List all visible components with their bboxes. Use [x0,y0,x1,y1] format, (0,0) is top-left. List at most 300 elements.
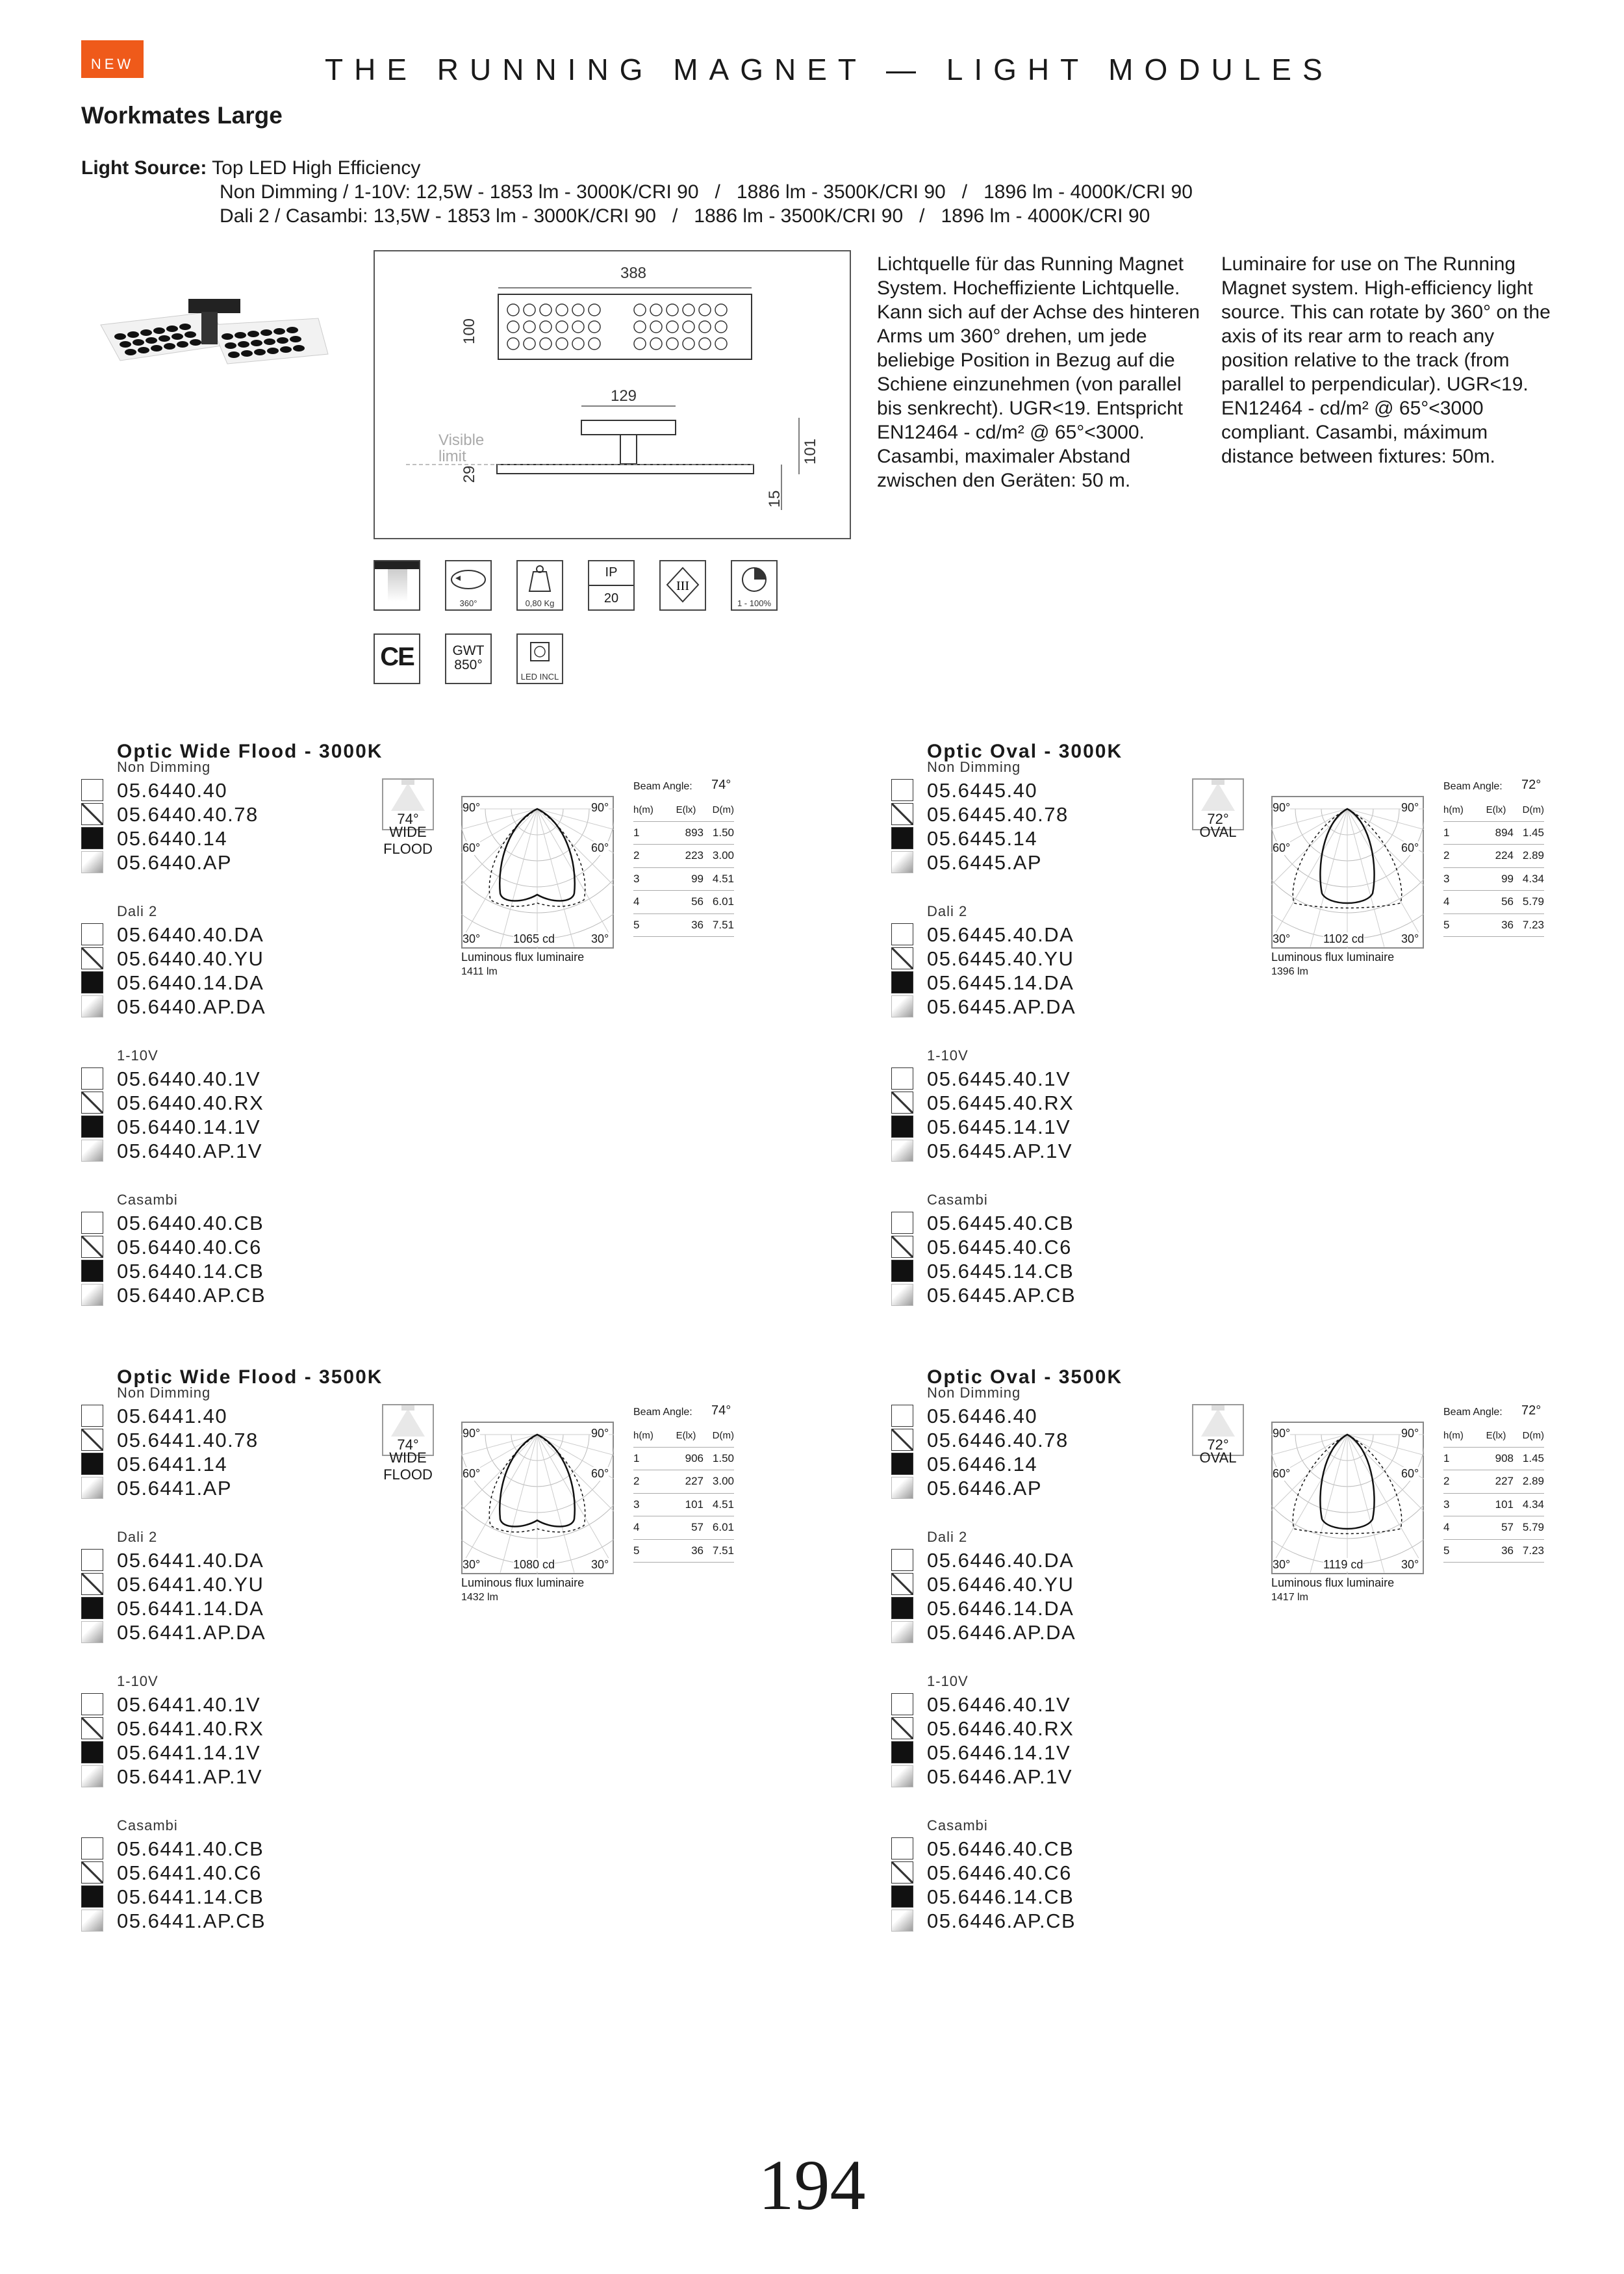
beam-angle-value: 74° [711,1403,731,1418]
table-cell: 4.34 [1514,1493,1544,1516]
table-row [633,1539,734,1563]
polar-candela: 1065 cd [513,932,555,945]
table-header-cell: h(m) [1443,1424,1478,1447]
table-cell: 908 [1478,1447,1514,1470]
group-label-onetoten: 1-10V [927,1673,969,1689]
finish-swatch-black [81,1116,103,1138]
table-header-row [1443,1424,1544,1447]
polar-label-60-right: 60° [1401,841,1419,854]
article-code: 05.6445.40.CB [927,1212,1074,1234]
table-cell: 2.89 [1514,845,1544,868]
finish-swatch-diag [81,1092,103,1114]
article-code: 05.6440.40.C6 [117,1236,262,1258]
group-label-onetoten: 1-10V [927,1047,969,1064]
article-code: 05.6441.14.1V [117,1741,261,1764]
finish-swatch-black [891,1885,913,1908]
finish-swatch-grey [81,995,103,1017]
article-code: 05.6445.AP [927,851,1043,874]
dim-29: 29 [461,465,478,483]
finish-swatch-white [891,1067,913,1090]
finish-swatch-grey [81,1765,103,1787]
group-label-casambi: Casambi [117,1817,178,1833]
table-cell: 4.51 [704,1493,734,1516]
product-name: Workmates Large [81,102,283,129]
polar-label-30-right: 30° [591,1558,609,1571]
finish-swatch-white [81,1212,103,1234]
flux-caption: Luminous flux luminaire [1271,1576,1395,1589]
article-code: 05.6445.40.DA [927,923,1074,946]
table-cell: 3 [1443,1493,1478,1516]
finish-swatch-white [891,923,913,945]
light-source-line-1 [81,156,420,180]
polar-label-90-right: 90° [1401,801,1419,814]
finish-swatch-diag [891,1573,913,1595]
table-cell: 1 [633,821,668,845]
technical-drawing-lines [374,250,851,539]
table-row [1443,891,1544,914]
gwt-850-icon: GWT 850° [445,633,492,684]
finish-swatch-grey [81,1621,103,1643]
dim-101: 101 [802,438,819,465]
article-code: 05.6441.40.DA [117,1549,264,1572]
beam-degree: 72° [1207,1437,1229,1453]
beam-angle-label: Beam Angle: [633,1407,692,1418]
finish-swatch-diag [81,1573,103,1595]
section-title: Optic Wide Flood - 3500K [117,1366,383,1388]
article-code: 05.6446.14.1V [927,1741,1071,1764]
table-cell: 227 [668,1470,704,1494]
finish-swatch-diag [81,1236,103,1258]
finish-swatch-grey [891,1910,913,1932]
article-code: 05.6446.40.DA [927,1549,1074,1572]
polar-label-60-left: 60° [463,1467,481,1480]
group-label-casambi: Casambi [927,1817,988,1833]
finish-swatch-black [81,827,103,849]
finish-swatch-black [891,827,913,849]
flux-value: 1396 lm [1271,966,1308,977]
visible-limit-label: Visible [438,431,485,449]
table-row [633,1516,734,1540]
polar-label-60-left: 60° [1273,841,1291,854]
group-label-casambi: Casambi [927,1192,988,1208]
finish-swatch-white [81,1405,103,1427]
table-header-cell: D(m) [704,798,734,821]
beam-angle-label: Beam Angle: [633,781,692,792]
table-cell: 6.01 [704,1516,734,1540]
table-cell: 56 [1478,891,1514,914]
table-row [633,1493,734,1516]
table-header-cell: E(lx) [668,798,704,821]
rotation-360-icon: 360° [445,560,492,611]
table-cell: 894 [1478,821,1514,845]
group-label-dali: Dali 2 [927,903,968,919]
polar-label-90-left: 90° [463,1427,481,1440]
finish-swatch-white [81,779,103,801]
article-code: 05.6445.14.CB [927,1260,1074,1283]
beam-degree: 74° [397,811,419,827]
led-included-icon: LED INCL [516,633,563,684]
polar-label-30-right: 30° [1401,1558,1419,1571]
table-cell: 3 [633,867,668,891]
illuminance-table [1443,1424,1544,1563]
track-spot-icon [374,560,420,611]
table-cell: 227 [1478,1470,1514,1494]
table-cell: 893 [668,821,704,845]
article-code: 05.6446.14.CB [927,1885,1074,1908]
article-code: 05.6440.40.1V [117,1067,261,1090]
polar-label-30-right: 30° [1401,932,1419,945]
beam-name: OVAL [1199,1450,1237,1466]
polar-label-90-right: 90° [591,1427,609,1440]
article-code: 05.6440.40.CB [117,1212,264,1234]
article-code: 05.6445.40.78 [927,803,1069,826]
table-cell: 1.45 [1514,1447,1544,1470]
finish-swatch-white [81,923,103,945]
finish-swatch-grey [891,1621,913,1643]
table-row [633,845,734,868]
article-code: 05.6446.14 [927,1453,1038,1476]
table-cell: 2 [1443,1470,1478,1494]
finish-swatch-white [891,1549,913,1571]
table-cell: 36 [1478,1539,1514,1563]
table-cell: 3.00 [704,1470,734,1494]
table-row [633,1470,734,1494]
table-header-row [633,798,734,821]
article-code: 05.6440.14.1V [117,1116,261,1138]
table-cell: 36 [668,913,704,937]
finish-swatch-diag [81,1429,103,1451]
article-code: 05.6445.40.RX [927,1092,1074,1114]
finish-swatch-diag [81,947,103,969]
finish-swatch-grey [891,1140,913,1162]
article-code: 05.6446.AP [927,1477,1043,1500]
table-cell: 1 [1443,821,1478,845]
article-code: 05.6446.40.RX [927,1717,1074,1740]
finish-swatch-diag [891,803,913,825]
article-code: 05.6446.AP.CB [927,1910,1076,1932]
table-cell: 2 [633,845,668,868]
table-row [1443,1470,1544,1494]
flux-caption: Luminous flux luminaire [461,951,585,964]
finish-swatch-black [891,1116,913,1138]
table-header-cell: D(m) [1514,798,1544,821]
finish-swatch-grey [81,1910,103,1932]
table-cell: 4 [1443,1516,1478,1540]
light-source-line-3: Dali 2 / Casambi: 13,5W - 1853 lm - 3000K/CRI 90 / 1886 lm - 3500K/CRI 90 / 1896 lm - 4000K/CRI 90 [220,205,1150,227]
table-header-row [633,1424,734,1447]
finish-swatch-diag [891,1429,913,1451]
table-cell: 223 [668,845,704,868]
article-code: 05.6441.40.1V [117,1693,261,1716]
table-cell: 5.79 [1514,891,1544,914]
flux-value: 1411 lm [461,966,498,977]
polar-candela: 1102 cd [1323,932,1364,945]
table-cell: 99 [1478,867,1514,891]
ip-rating-icon: IP 20 [588,560,635,611]
table-cell: 4.51 [704,867,734,891]
section-title: Optic Oval - 3500K [927,1366,1123,1388]
article-code: 05.6441.40.78 [117,1429,259,1451]
finish-swatch-grey [891,1284,913,1306]
table-header-cell: D(m) [704,1424,734,1447]
flux-value: 1417 lm [1271,1592,1308,1603]
polar-label-90-left: 90° [1273,1427,1291,1440]
table-header-cell: E(lx) [668,1424,704,1447]
table-cell: 1.50 [704,821,734,845]
table-cell: 1 [633,1447,668,1470]
finish-swatch-diag [891,1092,913,1114]
finish-swatch-black [81,1741,103,1763]
product-photo [94,286,341,396]
table-cell: 1 [1443,1447,1478,1470]
group-label-non-dimming: Non Dimming [927,759,1021,775]
article-code: 05.6440.AP.CB [117,1284,266,1307]
table-cell: 4 [633,891,668,914]
description-en: Luminaire for use on The Running Magnet system. High-efficiency light source. This can rotate by 360° on the axis of its rear arm to reach any position relative to the track (from parallel to perpendicular). UGR<19. EN12464 - cd/m² @ 65°<3000 compliant. Casambi, máximum distance between fixtures: 50m. [1221,253,1551,467]
beam-name-2: FLOOD [383,1466,433,1483]
article-code: 05.6440.AP.DA [117,995,266,1018]
polar-label-90-left: 90° [463,801,481,814]
finish-swatch-white [891,779,913,801]
table-cell: 5 [633,1539,668,1563]
table-cell: 4 [633,1516,668,1540]
finish-swatch-grey [81,1140,103,1162]
section-title: Optic Wide Flood - 3000K [117,741,383,762]
finish-swatch-diag [891,1861,913,1884]
finish-swatch-grey [891,995,913,1017]
group-label-non-dimming: Non Dimming [117,759,211,775]
polar-label-30-left: 30° [463,932,481,945]
table-cell: 101 [1478,1493,1514,1516]
table-cell: 5 [1443,1539,1478,1563]
illuminance-table [633,1424,734,1563]
section-title: Optic Oval - 3000K [927,741,1123,762]
table-header-cell: h(m) [1443,798,1478,821]
article-code: 05.6446.14.DA [927,1597,1074,1620]
beam-name: WIDE [389,824,427,840]
article-code: 05.6445.14 [927,827,1038,850]
article-code: 05.6441.40.RX [117,1717,264,1740]
polar-label-30-left: 30° [1273,1558,1291,1571]
article-code: 05.6440.14.CB [117,1260,264,1283]
article-code: 05.6441.AP [117,1477,233,1500]
beam-angle-value: 72° [1521,778,1542,792]
polar-candela: 1119 cd [1323,1558,1364,1571]
finish-swatch-white [81,1067,103,1090]
finish-swatch-grey [891,1765,913,1787]
finish-swatch-black [81,1260,103,1282]
beam-optic-icon [382,778,434,830]
table-cell: 57 [1478,1516,1514,1540]
table-row [1443,1516,1544,1540]
table-row [1443,1493,1544,1516]
table-row [633,1447,734,1470]
article-code: 05.6440.AP.1V [117,1140,263,1162]
finish-swatch-diag [891,1236,913,1258]
flux-value: 1432 lm [461,1592,498,1603]
table-row [1443,821,1544,845]
article-code: 05.6445.AP.1V [927,1140,1073,1162]
article-code: 05.6440.14.DA [117,971,264,994]
table-row [633,821,734,845]
dim-129: 129 [610,387,637,405]
svg-text:III: III [676,579,689,593]
polar-label-60-left: 60° [463,841,481,854]
finish-swatch-diag [81,1717,103,1739]
table-cell: 2.89 [1514,1470,1544,1494]
light-source-label: Light Source: [81,157,207,179]
finish-swatch-grey [891,1477,913,1499]
beam-degree: 74° [397,1437,419,1453]
table-header-cell: h(m) [633,1424,668,1447]
dim-100: 100 [461,318,478,345]
article-code: 05.6440.40.RX [117,1092,264,1114]
table-row [1443,1447,1544,1470]
finish-swatch-white [891,1212,913,1234]
table-cell: 2 [633,1470,668,1494]
article-code: 05.6440.40.DA [117,923,264,946]
article-code: 05.6441.AP.DA [117,1621,266,1644]
finish-swatch-white [891,1693,913,1715]
table-cell: 36 [668,1539,704,1563]
finish-swatch-white [81,1837,103,1859]
group-label-onetoten: 1-10V [117,1047,159,1064]
article-code: 05.6441.14.CB [117,1885,264,1908]
article-code: 05.6446.40.YU [927,1573,1074,1596]
polar-label-60-right: 60° [591,1467,609,1480]
polar-label-90-right: 90° [1401,1427,1419,1440]
table-cell: 906 [668,1447,704,1470]
polar-label-30-right: 30° [591,932,609,945]
finish-swatch-grey [81,851,103,873]
page-title: THE RUNNING MAGNET — LIGHT MODULES [325,53,1334,86]
table-cell: 1.45 [1514,821,1544,845]
article-code: 05.6445.AP.CB [927,1284,1076,1307]
table-cell: 7.51 [704,1539,734,1563]
group-label-casambi: Casambi [117,1192,178,1208]
dim-15: 15 [766,490,783,508]
table-row [633,867,734,891]
article-code: 05.6445.40 [927,779,1038,802]
beam-angle-value: 72° [1521,1403,1542,1418]
table-cell: 36 [1478,913,1514,937]
finish-swatch-black [891,971,913,993]
beam-optic-icon [1192,1404,1244,1456]
beam-name: WIDE [389,1450,427,1466]
finish-swatch-grey [81,1284,103,1306]
article-code: 05.6445.14.1V [927,1116,1071,1138]
table-row [1443,867,1544,891]
polar-label-60-left: 60° [1273,1467,1291,1480]
beam-name-2: FLOOD [383,841,433,857]
article-code: 05.6445.14.DA [927,971,1074,994]
table-cell: 1.50 [704,1447,734,1470]
article-code: 05.6441.40.CB [117,1837,264,1860]
polar-grid [1271,1422,1424,1574]
article-code: 05.6446.40 [927,1405,1038,1427]
table-row [633,913,734,937]
group-label-dali: Dali 2 [117,1529,158,1545]
table-cell: 3.00 [704,845,734,868]
finish-swatch-grey [81,1477,103,1499]
article-code: 05.6441.40.YU [117,1573,264,1596]
table-header-row [1443,798,1544,821]
finish-swatch-white [891,1405,913,1427]
dim-388: 388 [620,264,647,282]
article-code: 05.6446.40.1V [927,1693,1071,1716]
description-de: Lichtquelle für das Running Magnet System. Hocheffiziente Lichtquelle. Kann sich auf der Achse des hinteren Arms um 360° drehen, um jede beliebige Position in Bezug auf die Schiene einzunehmen (von parallel bis senkrecht). UGR<19. Entspricht EN12464 - cd/m² @ 65°<3000. Casambi, maximaler Abstand zwischen den Geräten: 50 m. [877,253,1200,491]
page-number: 194 [758,2145,866,2225]
article-code: 05.6440.40.YU [117,947,264,970]
article-code: 05.6441.14 [117,1453,228,1476]
finish-swatch-diag [81,1861,103,1884]
polar-label-60-right: 60° [1401,1467,1419,1480]
article-code: 05.6446.40.CB [927,1837,1074,1860]
article-code: 05.6441.40 [117,1405,228,1427]
article-code: 05.6440.40.78 [117,803,259,826]
finish-swatch-black [81,1597,103,1619]
article-code: 05.6445.40.1V [927,1067,1071,1090]
table-header-cell: E(lx) [1478,1424,1514,1447]
table-cell: 4 [1443,891,1478,914]
article-code: 05.6445.AP.DA [927,995,1076,1018]
finish-swatch-black [81,1885,103,1908]
table-cell: 3 [633,1493,668,1516]
flux-caption: Luminous flux luminaire [1271,951,1395,964]
table-cell: 57 [668,1516,704,1540]
finish-swatch-diag [891,947,913,969]
beam-optic-icon [1192,778,1244,830]
article-code: 05.6440.14 [117,827,228,850]
table-cell: 6.01 [704,891,734,914]
ce-mark-icon: CE [374,633,420,684]
article-code: 05.6441.AP.1V [117,1765,263,1788]
finish-swatch-black [81,1453,103,1475]
group-label-onetoten: 1-10V [117,1673,159,1689]
table-cell: 5 [633,913,668,937]
finish-swatch-black [891,1453,913,1475]
class-iii-icon [659,560,706,611]
illuminance-table [633,798,734,937]
article-code: 05.6441.AP.CB [117,1910,266,1932]
polar-grid [461,796,614,949]
table-cell: 7.23 [1514,1539,1544,1563]
table-row [633,891,734,914]
new-badge: NEW [81,40,144,78]
table-cell: 2 [1443,845,1478,868]
article-code: 05.6441.14.DA [117,1597,264,1620]
flux-caption: Luminous flux luminaire [461,1576,585,1589]
polar-label-30-left: 30° [463,1558,481,1571]
dimming-icon: 1 - 100% [731,560,778,611]
article-code: 05.6440.AP [117,851,233,874]
weight-icon: 0,80 Kg [516,560,563,611]
finish-swatch-white [891,1837,913,1859]
table-cell: 224 [1478,845,1514,868]
polar-label-90-left: 90° [1273,801,1291,814]
table-cell: 7.51 [704,913,734,937]
polar-label-60-right: 60° [591,841,609,854]
finish-swatch-diag [891,1717,913,1739]
beam-angle-label: Beam Angle: [1443,1407,1503,1418]
article-code: 05.6441.40.C6 [117,1861,262,1884]
table-row [1443,1539,1544,1563]
polar-grid [1271,796,1424,949]
article-code: 05.6445.40.YU [927,947,1074,970]
beam-degree: 72° [1207,811,1229,827]
polar-label-30-left: 30° [1273,932,1291,945]
beam-optic-icon [382,1404,434,1456]
